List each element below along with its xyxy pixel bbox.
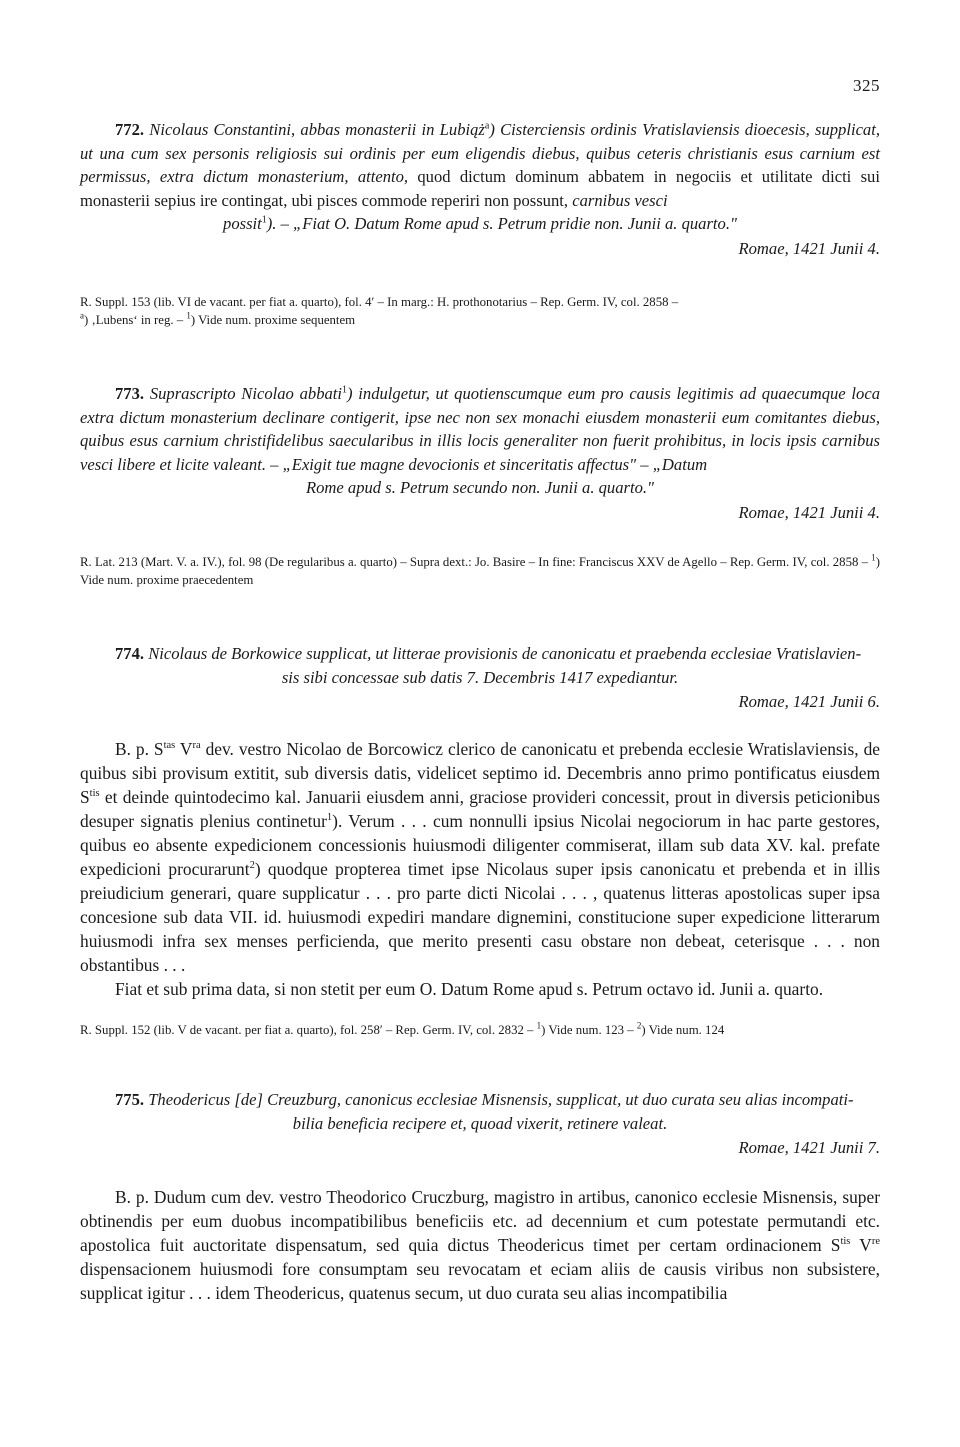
notes-text: ) Vide num. 124 xyxy=(641,1023,725,1037)
summary-text: Nicolaus Constantini, abbas monasterii in Lubiąż xyxy=(149,120,485,139)
summary-text: quod dictum dominum abbatem in negociis et utilitate dicti sui monasterii sepius ire contingat, ubi pisces commode reperiri non possunt, xyxy=(80,167,880,210)
footnote-marker: 1 xyxy=(326,812,333,824)
summary-closing xyxy=(80,212,880,236)
apparatus-notes xyxy=(80,294,880,329)
summary-text: carnibus vesci xyxy=(572,190,668,210)
entry-774 xyxy=(80,642,880,713)
notes-text: ) Vide num. 123 – xyxy=(541,1023,634,1037)
apparatus-notes xyxy=(80,1022,880,1040)
apparatus-notes xyxy=(80,554,880,589)
entry-773 xyxy=(80,382,880,524)
summary-text: ) indulgetur, ut quotienscumque eum pro causis legitimis ad quaecumque loca extra dictum monasterium declinare contigerit, ipse nec non sex monachi eiusdem monasterii eum comitantes diebus, quibus esus carnium christifidelibus saecularibus in illis locis generaliter non fuerit prohibitus, in locis ipsis carnibus vesci libere et licite valeant. – „Exigit tue magne devocionis et sinceritatis affectus" – „Datum xyxy=(80,384,880,474)
summary-text: ). – „Fiat O. Datum Rome apud s. Petrum pridie non. Junii a. quarto." xyxy=(266,214,737,233)
footnote-marker: 1 xyxy=(871,552,876,563)
entry-number: 772. xyxy=(115,120,145,139)
body-paragraph xyxy=(80,1185,880,1305)
notes-text: R. Suppl. 153 (lib. VI de vacant. per fiat a. quarto), fol. 4′ – In marg.: H. prothonotarius – Rep. Germ. IV, col. 2858 – xyxy=(80,295,679,309)
notes-text: R. Suppl. 152 (lib. V de vacant. per fiat a. quarto), fol. 258′ – Rep. Germ. IV, col. 2832 – xyxy=(80,1023,534,1037)
entry-773-notes xyxy=(80,554,880,589)
summary-text: ) Cisterciensis ordinis Vratislaviensis dioecesis, supplicat, ut una cum sex personis religiosis sui ordinis per eum eligendis diebus, quibus ceteris christianis esus carnium est permissus, extra dictum monasterium, attento, xyxy=(80,120,880,186)
superscript: tis xyxy=(840,1236,851,1248)
footnote-marker: 1 xyxy=(186,310,191,321)
summary-text: Suprascripto Nicolao abbati xyxy=(149,384,343,403)
summary-text: possit xyxy=(223,214,262,233)
entry-date: Romae, 1421 Junii 7. xyxy=(738,1138,880,1157)
superscript: tas xyxy=(163,740,176,752)
footnote-marker: 1 xyxy=(342,384,348,396)
entry-date: Romae, 1421 Junii 6. xyxy=(738,692,880,711)
body-paragraph: Fiat et sub prima data, si non stetit per eum O. Datum Rome apud s. Petrum octavo id. Junii a. quarto. xyxy=(115,979,824,999)
superscript: ra xyxy=(192,740,201,752)
body-text: V xyxy=(850,1235,872,1255)
superscript: re xyxy=(871,1236,880,1248)
entry-date: Romae, 1421 Junii 4. xyxy=(738,502,880,522)
notes-text: ) Vide num. proxime sequentem xyxy=(190,312,356,327)
summary-closing: Rome apud s. Petrum secundo non. Junii a. quarto." xyxy=(305,478,655,497)
body-paragraph xyxy=(80,737,880,977)
footnote-marker: a xyxy=(484,120,490,132)
body-text: dispensacionem huiusmodi fore consumptam seu revocatam et eciam aliis de causis viribus non subsistere, supplicat igitur . . . idem Theodericus, quatenus secum, ut duo curata seu alias incompatibilia xyxy=(80,1259,880,1303)
entry-number: 773. xyxy=(115,384,145,403)
footnote-marker: a xyxy=(80,310,84,321)
notes-text: R. Lat. 213 (Mart. V. a. IV.), fol. 98 (De regularibus a. quarto) – Supra dext.: Jo. Basire – In fine: Franciscus XXV de Agello – Rep. Germ. IV, col. 2858 – xyxy=(80,555,868,569)
body-text: et deinde quintodecimo kal. Januarii eiusdem anni, graciose provideri concessit, prout in diversis peticionibus desuper signatis plenius continetur xyxy=(80,787,880,831)
summary-closing: sis sibi concessae sub datis 7. Decembris 1417 expediantur. xyxy=(281,667,679,687)
entry-summary xyxy=(80,118,880,236)
entry-775 xyxy=(80,1088,880,1159)
entry-date: Romae, 1421 Junii 4. xyxy=(738,238,880,258)
body-text: V xyxy=(175,739,193,759)
entry-772 xyxy=(80,118,880,260)
entry-775-body xyxy=(80,1185,880,1305)
entry-774-body xyxy=(80,737,880,1001)
notes-text: ) Vide num. proxime praecedentem xyxy=(80,555,880,587)
summary-closing: bilia beneficia recipere et, quoad vixerit, retinere valeat. xyxy=(292,1113,668,1133)
entry-summary xyxy=(80,382,880,500)
entry-summary xyxy=(80,1088,880,1135)
body-text: B. p. Dudum cum dev. vestro Theodorico Cruczburg, magistro in artibus, canonico ecclesie Misnensis, super obtinendis per eum duobus incompatibilibus beneficiis etc. ad decennium et cum potestate permutandi etc. apostolica fuit auctoritate dispensatum, sed quia dictus Theodericus timet per certam ordinacionem S xyxy=(80,1187,880,1255)
summary-text: Theodericus [de] Creuzburg, canonicus ecclesiae Misnensis, supplicat, ut duo curata seu alias incompati- xyxy=(148,1090,854,1109)
entry-772-notes xyxy=(80,294,880,329)
footnote-marker: 2 xyxy=(249,860,255,872)
superscript: tis xyxy=(89,788,100,800)
body-text: ) quodque propterea timet ipse Nicolaus super ipsis canonicatu et prebenda et in illis preiudicium generari, quare supplicatur . . . pro parte dicti Nicolai . . . , quatenus litteras apostolicas super ipsa concesione sub data VII. id. huiusmodi expediri mandare dignemini, constitucione super expedicione litterarum huiusmodi infra sex menses perficienda, que merito presenti casu obstare non debeat, ceterisque . . . non obstantibus . . . xyxy=(80,859,880,975)
notes-text: ) ‚Lubens‘ in reg. – xyxy=(84,312,184,327)
body-text: ). Verum . . . cum nonnulli ipsius Nicolai negociorum in hac parte gestores, quibus eo absente expedicionem concessionis huiusmodi diligenter commiserat, illam sub data XV. kal. prefate expedicioni procurarunt xyxy=(80,811,880,879)
page-number: 325 xyxy=(853,76,880,95)
entry-number: 774. xyxy=(115,644,145,663)
body-text: B. p. S xyxy=(115,739,164,759)
footnote-marker: 1 xyxy=(261,214,267,226)
body-text: dev. vestro Nicolao de Borcowicz clerico de canonicatu et prebenda ecclesie Wratislaviensis, de quibus sibi provisum extitit, sub diversis datis, videlicet septimo id. Decembris anno primo pontificatus eiusdem S xyxy=(80,739,880,807)
entry-summary xyxy=(80,642,880,689)
summary-text: Nicolaus de Borkowice supplicat, ut litterae provisionis de canonicatu et praebenda ecclesiae Vratislavien- xyxy=(148,644,862,663)
entry-number: 775. xyxy=(115,1090,145,1109)
footnote-marker: 1 xyxy=(536,1020,542,1031)
entry-774-notes xyxy=(80,1022,880,1040)
footnote-marker: 2 xyxy=(636,1020,642,1031)
